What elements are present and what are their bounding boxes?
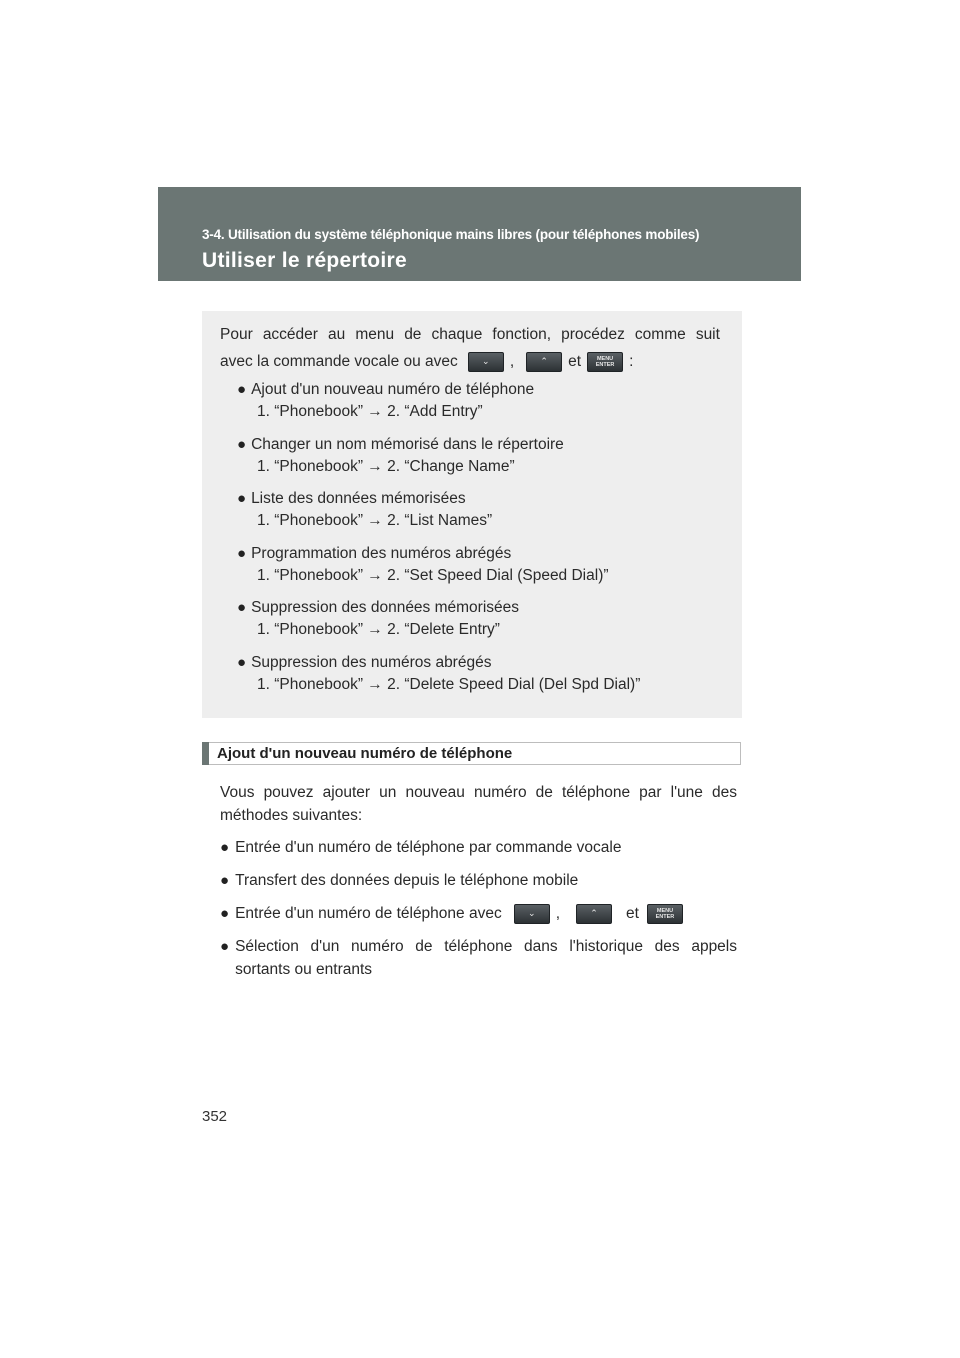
et-word: et (626, 905, 639, 922)
bullet-icon: ● (237, 381, 247, 398)
heading-accent-bar (202, 742, 209, 765)
intro-line-2 (220, 348, 720, 375)
list-item (220, 836, 737, 859)
page-number: 352 (202, 1108, 228, 1125)
list-item (220, 902, 737, 925)
bullet-icon: ● (237, 599, 247, 616)
section-intro: Vous pouvez ajouter un nouveau numéro de téléphone par l'une des méthodes suivantes: (220, 784, 737, 824)
item-step: 1. “Phonebook” → 2. “List Names” (257, 512, 493, 529)
intro-word: fonction, (492, 326, 552, 343)
item-title: Liste des données mémorisées (251, 490, 466, 507)
intro-word: chaque (431, 326, 483, 343)
bullet-icon: ● (237, 435, 247, 453)
intro-word: comme (634, 326, 686, 343)
intro-line-1 (220, 321, 720, 348)
chapter-header (158, 187, 801, 281)
chevron-up-icon: ⌃ (590, 908, 598, 918)
bullet-icon: ● (237, 544, 247, 562)
down-button-icon (514, 904, 550, 924)
chevron-up-icon: ⌃ (540, 356, 548, 366)
section-label: 3-4. Utilisation du système téléphonique mains libres (pour téléphones mobiles) (202, 227, 700, 242)
bullet-icon: ● (220, 839, 230, 856)
list-item (237, 543, 727, 587)
intro-word: procédez (561, 326, 625, 343)
info-box (202, 311, 742, 718)
bullet-icon: ● (220, 872, 230, 889)
et-word: et (568, 353, 582, 370)
item-title: Changer un nom mémorisé dans le répertoire (251, 435, 564, 453)
item-title: Suppression des données mémorisées (251, 599, 520, 616)
item-step: 1. “Phonebook” → 2. “Delete Entry” (257, 621, 500, 638)
list-item (237, 488, 727, 532)
down-button-icon (468, 352, 504, 372)
item-step: 1. “Phonebook” → 2. “Delete Speed Dial (Del Spd Dial)” (257, 675, 641, 693)
item-step: 1. “Phonebook” → 2. “Set Speed Dial (Speed Dial)” (257, 566, 609, 584)
list-item (220, 869, 737, 892)
intro-word: menu (355, 326, 395, 343)
page-title: Utiliser le répertoire (202, 249, 408, 272)
section-body (220, 781, 737, 991)
item-step: 1. “Phonebook” → 2. “Change Name” (257, 457, 515, 475)
intro-word: suit (695, 326, 720, 343)
bullet-text: Entrée d'un numéro de téléphone par commande vocale (235, 839, 622, 856)
colon: : (629, 353, 634, 370)
chevron-down-icon: ⌄ (527, 908, 536, 918)
item-title: Ajout d'un nouveau numéro de téléphone (251, 381, 535, 398)
item-title: Programmation des numéros abrégés (251, 544, 512, 562)
function-list (237, 379, 727, 706)
menu-enter-button-icon (647, 904, 683, 924)
list-item (237, 652, 727, 696)
list-item (237, 434, 727, 478)
section-heading-text: Ajout d'un nouveau numéro de téléphone (217, 745, 513, 762)
section-heading (202, 742, 741, 765)
item-title: Suppression des numéros abrégés (251, 653, 492, 671)
bullet-icon: ● (237, 490, 247, 507)
bullet-text-with-buttons (235, 902, 737, 925)
intro-word: accéder (262, 326, 318, 343)
menu-label: MENU (656, 907, 674, 914)
intro-prefix: avec la commande vocale ou avec (220, 353, 458, 370)
comma: , (509, 353, 515, 370)
list-item (237, 379, 727, 423)
list-item (220, 935, 737, 981)
comma: , (555, 905, 561, 922)
up-button-icon (526, 352, 562, 372)
bullet-text: Sélection d'un numéro de téléphone dans l'historique des appels sortants ou entrants (235, 938, 737, 978)
menu-enter-button-icon (587, 352, 623, 372)
bullet-icon: ● (220, 905, 230, 922)
intro-word: au (328, 326, 346, 343)
intro-word: de (404, 326, 422, 343)
item-step: 1. “Phonebook” → 2. “Add Entry” (257, 403, 483, 420)
enter-label: ENTER (655, 913, 675, 920)
enter-label: ENTER (595, 361, 615, 368)
bullet-text: Transfert des données depuis le téléphone mobile (235, 872, 579, 889)
intro-text (220, 321, 720, 375)
bullet-icon: ● (220, 938, 230, 955)
intro-word: Pour (220, 326, 253, 343)
menu-label: MENU (596, 355, 614, 362)
up-button-icon (576, 904, 612, 924)
bullet-icon: ● (237, 653, 247, 671)
chevron-down-icon: ⌄ (482, 356, 490, 366)
bullet-text: Entrée d'un numéro de téléphone avec (235, 905, 502, 922)
list-item (237, 597, 727, 641)
